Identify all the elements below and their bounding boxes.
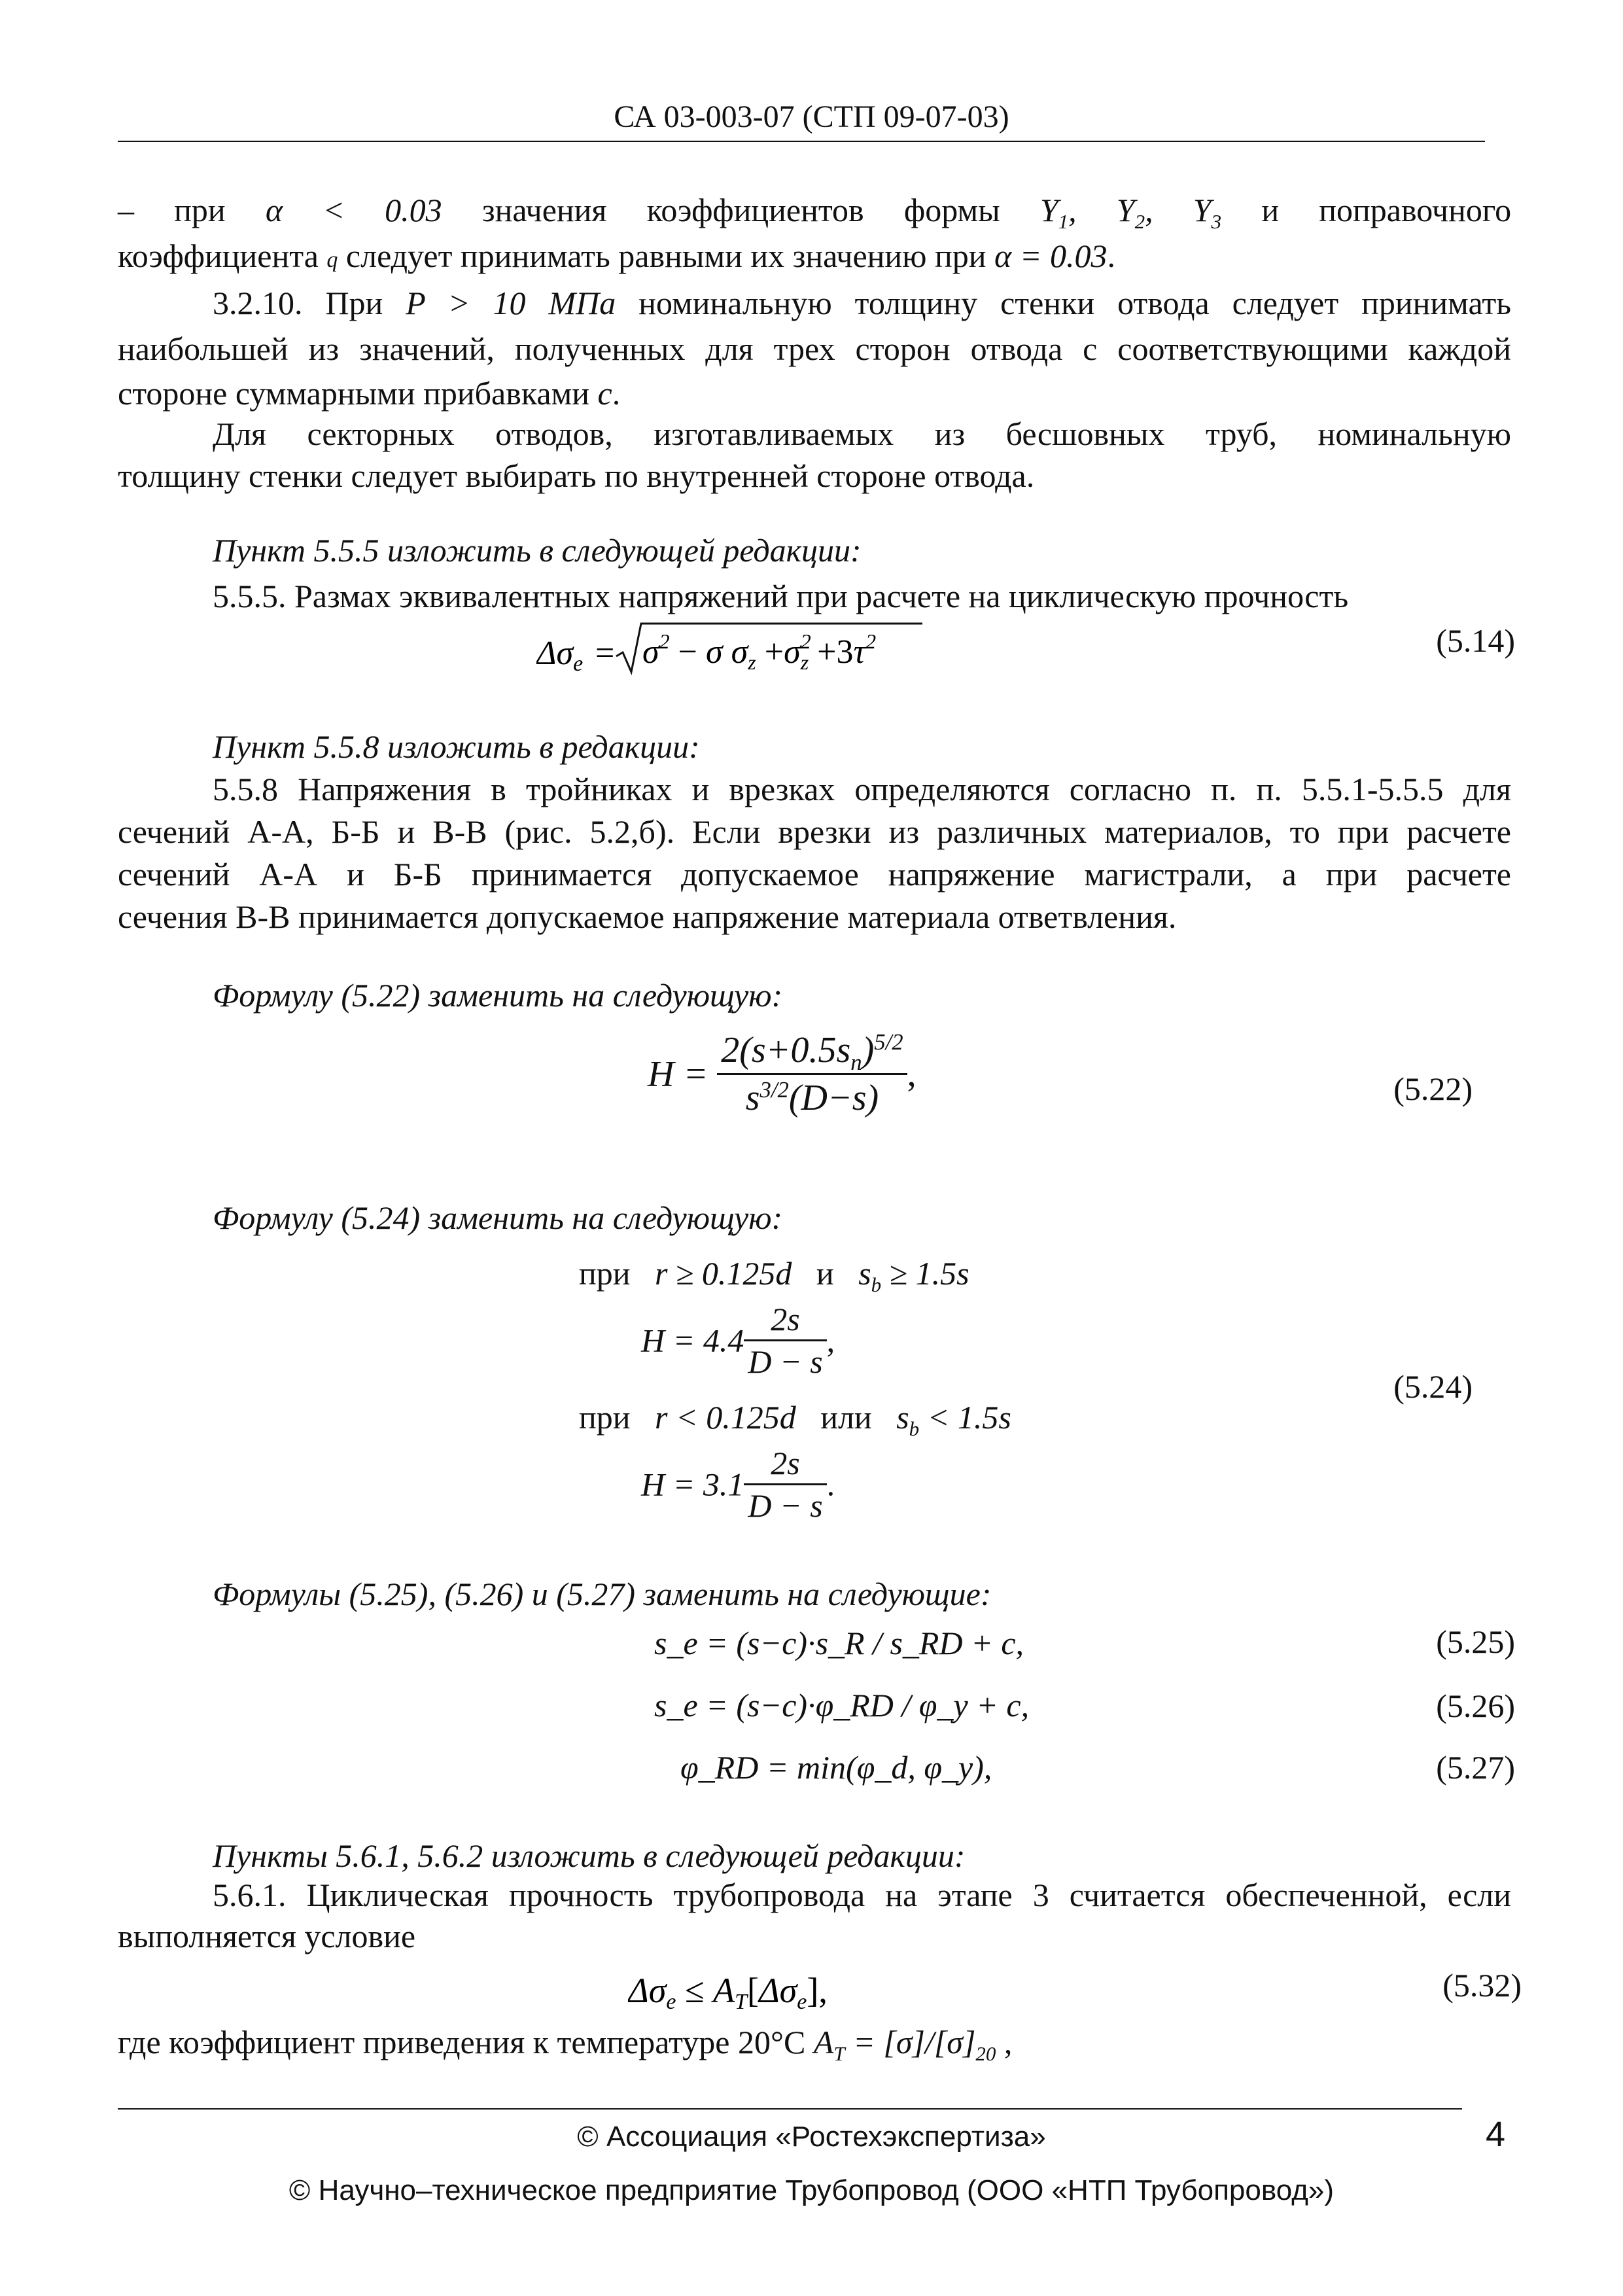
footer-rule bbox=[118, 2108, 1462, 2110]
footer-company: © Научно–техническое предприятие Трубопровод (ООО «НТП Трубопровод») bbox=[288, 2174, 1335, 2206]
sec558-heading: Пункт 5.5.8 изложить в редакции: bbox=[213, 728, 700, 765]
svg-text:σ2 − σ σz +σ2z +3τ2: $\sigma^2 - \sigma$ $\sigma z +\sigma^2$ $z +3\tau^2$ bbox=[642, 629, 877, 674]
sec561-line2: выполняется условие bbox=[118, 1918, 416, 1954]
eq-number-5-22: (5.22) bbox=[1393, 1070, 1473, 1107]
formula-5-24-first: H = 4.4 $\frac{2s}{D - s}$ , bbox=[641, 1299, 835, 1382]
formula-5-26: s_e = (s−c)·φ_RD / φ_y + c, bbox=[654, 1687, 1030, 1723]
para3-line1: Для секторных отводов, изготавливаемых из бесшовных труб, номинальную bbox=[213, 415, 1511, 452]
svg-text:Δσe: Δσe bbox=[536, 635, 584, 676]
sec558-line2: сечений А-А, Б-Б и В-В (рис. 5.2,б). Если врезки из различных материалов, то при расчете bbox=[118, 813, 1511, 850]
para1-line2: коэффициента q следует принимать равными их значению при α = 0.03. bbox=[118, 238, 1116, 274]
formula-5-32 bbox=[628, 1960, 968, 2022]
eq-number-5-27: (5.27) bbox=[1436, 1749, 1515, 1786]
para2-line2: наибольшей из значений, полученных для трех сторон отвода с соответствующими каждой bbox=[118, 330, 1511, 367]
sec525-heading: Формулы (5.25), (5.26) и (5.27) заменить на следующие: bbox=[213, 1576, 992, 1612]
page-header-title: СА 03-003-07 (СТП 09-07-03) bbox=[614, 99, 1009, 134]
sec524-cond1: при r ≥ 0.125d и $s_b \ge 1.5s$ bbox=[579, 1255, 969, 1296]
footer-page-number: 4 bbox=[1485, 2115, 1505, 2154]
para2-line1: 3.2.10. При P > 10 МПа номинальную толщину стенки отвода следует принимать bbox=[213, 285, 1511, 321]
formula-5-25: s_e = (s−c)·s_R / s_RD + c, bbox=[654, 1625, 1024, 1661]
formula-5-24-second: H = 3.1 $\frac{2s}{D - s}$ . bbox=[641, 1443, 835, 1526]
sec524-heading: Формулу (5.24) заменить на следующую: bbox=[213, 1199, 783, 1236]
para3-line2: толщину стенки следует выбирать по внутренней стороне отвода. bbox=[118, 457, 1035, 494]
sec561-heading: Пункты 5.6.1, 5.6.2 изложить в следующей редакции: bbox=[213, 1837, 966, 1874]
sec522-heading: Формулу (5.22) заменить на следующую: bbox=[213, 977, 783, 1014]
para1-line1: – при α < 0.03 значения коэффициентов формы $Y_1$, $Y_2$, $Y_3$ и поправочного bbox=[118, 192, 1512, 233]
sec558-line4: сечения В-В принимается допускаемое напряжение материала ответвления. bbox=[118, 898, 1177, 935]
svg-text:=: = bbox=[595, 635, 615, 672]
formula-5-14 bbox=[536, 618, 994, 677]
sec524-cond2: при r < 0.125d или $s_b < 1.5s$ bbox=[579, 1399, 1011, 1440]
eq-number-5-24: (5.24) bbox=[1393, 1368, 1473, 1405]
eq-number-5-14: (5.14) bbox=[1436, 622, 1515, 659]
formula-5-22: H = $\frac{2(s+0.5s_n)^{5/2}}{s^{3/2}(D-s)}$ , bbox=[648, 1027, 916, 1121]
sec558-line3: сечений А-А и Б-Б принимается допускаемое напряжение магистрали, а при расчете bbox=[118, 856, 1511, 892]
formula-5-22-fraction: $\frac{2(s+0.5s_n)^{5/2}}{s^{3/2}(D-s)}$ bbox=[717, 1027, 907, 1121]
footer-association: © Ассоциация «Ростехэкспертиза» bbox=[577, 2121, 1046, 2153]
sec561-last-line: где коэффициент приведения к температуре 20°С $A_T = [\sigma]/[\sigma]_{20}$ , bbox=[118, 2024, 1013, 2065]
header-rule bbox=[118, 141, 1485, 142]
svg-text:Δσe ≤ AT[Δσe],: Δσe ≤ AT[Δσe], bbox=[628, 1971, 828, 2014]
para2-line3: стороне суммарными прибавками c. bbox=[118, 375, 621, 412]
sec555-text: 5.5.5. Размах эквивалентных напряжений при расчете на циклическую прочность bbox=[213, 578, 1349, 614]
formula-5-14-svg bbox=[536, 618, 994, 677]
eq-number-5-32: (5.32) bbox=[1442, 1967, 1522, 2004]
sec558-line1: 5.5.8 Напряжения в тройниках и врезках определяются согласно п. п. 5.5.1-5.5.5 для bbox=[213, 771, 1511, 807]
eq-number-5-25: (5.25) bbox=[1436, 1623, 1515, 1660]
formula-5-32-svg bbox=[628, 1960, 968, 2019]
formula-5-27: φ_RD = min(φ_d, φ_y), bbox=[680, 1749, 992, 1786]
sec555-heading: Пункт 5.5.5 изложить в следующей редакции: bbox=[213, 532, 862, 569]
sec561-line1: 5.6.1. Циклическая прочность трубопровода на этапе 3 считается обеспеченной, если bbox=[213, 1877, 1511, 1913]
eq-number-5-26: (5.26) bbox=[1436, 1687, 1515, 1724]
